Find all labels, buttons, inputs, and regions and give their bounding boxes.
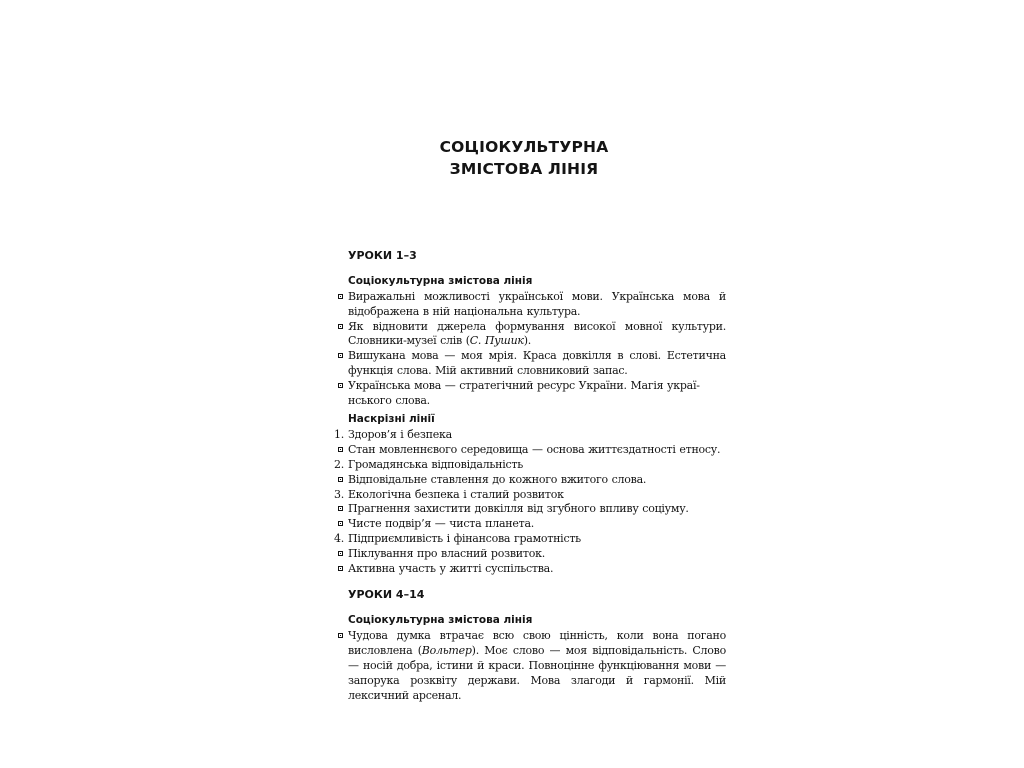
list-item-number: 2. <box>334 457 344 471</box>
square-bullet-icon <box>338 447 343 452</box>
content-column <box>334 249 726 703</box>
list-item-text: Прагнення захистити довкілля від згубного впливу соціуму. <box>348 502 689 516</box>
list-item <box>348 629 726 703</box>
page-title-line-2: ЗМІСТОВА ЛІНІЯ <box>449 160 599 178</box>
list-item <box>348 473 726 488</box>
list-item <box>334 531 726 547</box>
list-item-text: Активна участь у житті суспільства. <box>348 561 554 575</box>
list-item-text: Виражальні можливості української мови. Українська мова <box>348 290 710 303</box>
list-item-text: Здоров’я і безпека <box>348 428 452 442</box>
square-bullet-icon <box>338 324 343 329</box>
page-title <box>0 136 1024 180</box>
list-item-text-cont: й відображена в ній національна культура. <box>348 290 726 318</box>
page-title-line-1: СОЦІОКУЛЬТУРНА <box>439 138 609 156</box>
square-bullet-icon <box>338 566 343 571</box>
square-bullet-icon <box>338 506 343 511</box>
list-item-text: Екологічна безпека і сталий розвиток <box>348 487 564 501</box>
list-item-text-cont: нського слова. <box>348 393 430 407</box>
list-item-text-end: ). <box>523 334 532 348</box>
list-item-text: Українська мова — стратегічний ресурс України. Магія украї- <box>348 378 700 392</box>
square-bullet-icon <box>338 383 343 388</box>
list-item-text: Чисте подвір’я — чиста планета. <box>348 517 535 531</box>
list-item <box>334 487 726 503</box>
lessons-4-14-heading: УРОКИ 4–14 <box>348 588 425 602</box>
list-item <box>334 457 726 473</box>
square-bullet-icon <box>338 353 343 358</box>
list-item <box>334 428 726 443</box>
list-item-text: Відповідальне ставлення до кожного вжитого слова. <box>348 472 647 486</box>
list-item-number: 4. <box>334 531 344 545</box>
list-item-text-cont: Словники-музеї слів ( <box>348 334 470 348</box>
square-bullet-icon <box>338 551 343 556</box>
square-bullet-icon <box>338 477 343 482</box>
list-item <box>348 547 726 562</box>
list-item <box>348 443 726 458</box>
sociocultural-list-2 <box>348 629 726 703</box>
list-item-text: Піклування про власний розвиток. <box>348 546 545 560</box>
list-item <box>348 349 726 379</box>
list-item-number: 3. <box>334 487 344 501</box>
list-item-text: Громадянська відповідальність <box>348 457 523 471</box>
cross-cutting-lines-heading: Наскрізні лінії <box>348 413 435 426</box>
list-item-text-cont: функція слова. Мій активний словниковий запас. <box>348 363 628 377</box>
list-item-text: Чудова думка втрачає всю свою цінність, коли вона погано висловлена ( <box>348 629 726 658</box>
list-item-text: Вишукана мова — моя мрія. Краса довкілля в слові. Естетична <box>348 349 726 363</box>
list-item <box>348 290 726 320</box>
square-bullet-icon <box>338 521 343 526</box>
list-item-number: 1. <box>334 428 344 442</box>
list-item-text: Стан мовленнєвого середовища — основа життєздатності етносу. <box>348 443 721 457</box>
list-item <box>348 517 726 532</box>
author-name: С. Пушик <box>469 334 524 348</box>
square-bullet-icon <box>338 294 343 299</box>
list-item <box>348 562 726 577</box>
sociocultural-list-1 <box>348 290 726 408</box>
square-bullet-icon <box>338 633 343 638</box>
list-item <box>348 320 726 350</box>
list-item-text: Як відновити джерела формування високої мовної культури. <box>348 319 726 333</box>
list-item <box>348 379 726 409</box>
list-item-text: Підприємливість і фінансова грамотність <box>348 531 581 545</box>
sociocultural-line-heading-2: Соціокультурна змістова лінія <box>348 614 533 627</box>
lessons-1-3-heading: УРОКИ 1–3 <box>348 249 417 262</box>
sociocultural-line-heading-1: Соціокультурна змістова лінія <box>348 275 533 287</box>
author-name: Вольтер <box>421 644 472 658</box>
list-item <box>348 502 726 517</box>
list-item-text-cont: ). Моє слово — моя відповідальність. Слово — носій добра, істини й краси. Повноцінне функціювання мови — запорука розквіту держави. Мова злагоди й гармонії. Мій лексичний арсенал. <box>348 644 726 702</box>
cross-cutting-list <box>334 428 726 576</box>
